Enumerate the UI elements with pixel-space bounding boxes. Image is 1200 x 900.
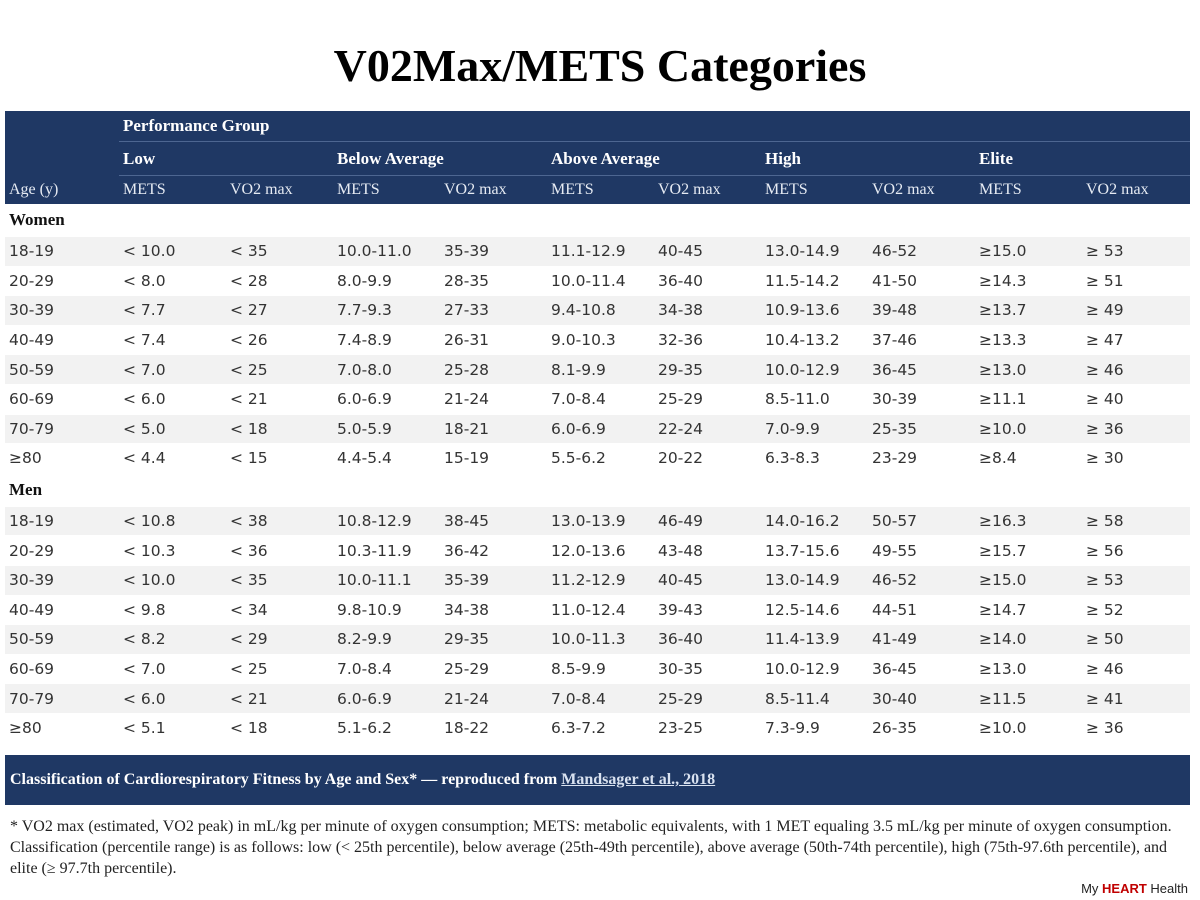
value-cell: 40-45 (654, 565, 761, 595)
value-cell: 36-45 (868, 654, 975, 684)
brand-suffix: Health (1146, 881, 1188, 896)
brand-logo (1081, 881, 1188, 896)
value-cell: 44-51 (868, 595, 975, 625)
value-cell: 23-29 (868, 444, 975, 474)
value-cell: 38-45 (440, 506, 547, 536)
value-cell: < 7.0 (119, 355, 226, 385)
value-cell: 7.0-9.9 (761, 414, 868, 444)
value-cell: < 25 (226, 654, 333, 684)
value-cell: 7.0-8.4 (547, 684, 654, 714)
value-cell: 12.0-13.6 (547, 536, 654, 566)
value-cell: 9.4-10.8 (547, 296, 654, 326)
value-cell: 41-49 (868, 625, 975, 655)
value-cell: ≥13.3 (975, 325, 1082, 355)
value-cell: 8.1-9.9 (547, 355, 654, 385)
value-cell: 22-24 (654, 414, 761, 444)
age-cell: 70-79 (5, 684, 119, 714)
column-header: VO2 max (440, 176, 547, 205)
value-cell: 6.3-7.2 (547, 713, 654, 743)
value-cell: 25-29 (654, 684, 761, 714)
value-cell: 8.5-11.4 (761, 684, 868, 714)
value-cell: 6.0-6.9 (333, 684, 440, 714)
performance-group-header: Performance Group (119, 111, 1190, 142)
brand-prefix: My (1081, 881, 1103, 896)
value-cell: ≥10.0 (975, 414, 1082, 444)
value-cell: 8.5-9.9 (547, 654, 654, 684)
value-cell: 13.7-15.6 (761, 536, 868, 566)
value-cell: 35-39 (440, 565, 547, 595)
column-header: METS (761, 176, 868, 205)
value-cell: 46-52 (868, 237, 975, 267)
column-header: METS (547, 176, 654, 205)
age-cell: 30-39 (5, 296, 119, 326)
value-cell: 7.3-9.9 (761, 713, 868, 743)
value-cell: ≥ 36 (1082, 713, 1190, 743)
value-cell: 13.0-13.9 (547, 506, 654, 536)
value-cell: 36-42 (440, 536, 547, 566)
fitness-categories-table (5, 111, 1190, 744)
value-cell: 34-38 (440, 595, 547, 625)
value-cell: 9.0-10.3 (547, 325, 654, 355)
value-cell: 10.0-11.4 (547, 266, 654, 296)
value-cell: 36-40 (654, 625, 761, 655)
value-cell: < 28 (226, 266, 333, 296)
group-header-below-average: Below Average (333, 142, 547, 176)
value-cell: 10.4-13.2 (761, 325, 868, 355)
value-cell: 11.5-14.2 (761, 266, 868, 296)
header-empty-cell (5, 142, 119, 176)
fitness-table-container (5, 111, 1190, 744)
value-cell: 11.0-12.4 (547, 595, 654, 625)
value-cell: 8.0-9.9 (333, 266, 440, 296)
value-cell: < 36 (226, 536, 333, 566)
value-cell: < 10.0 (119, 565, 226, 595)
value-cell: 8.2-9.9 (333, 625, 440, 655)
value-cell: 20-22 (654, 444, 761, 474)
value-cell: < 7.4 (119, 325, 226, 355)
value-cell: 43-48 (654, 536, 761, 566)
group-header-low: Low (119, 142, 333, 176)
value-cell: 29-35 (440, 625, 547, 655)
column-header: VO2 max (226, 176, 333, 205)
value-cell: < 35 (226, 565, 333, 595)
table-row (5, 684, 1190, 714)
age-cell: ≥80 (5, 713, 119, 743)
value-cell: ≥ 47 (1082, 325, 1190, 355)
age-column-header: Age (y) (5, 176, 119, 205)
value-cell: ≥14.7 (975, 595, 1082, 625)
value-cell: 30-40 (868, 684, 975, 714)
group-header-above-average: Above Average (547, 142, 761, 176)
value-cell: 7.0-8.0 (333, 355, 440, 385)
value-cell: ≥ 46 (1082, 654, 1190, 684)
value-cell: ≥ 53 (1082, 237, 1190, 267)
value-cell: < 21 (226, 384, 333, 414)
value-cell: < 6.0 (119, 384, 226, 414)
value-cell: 46-52 (868, 565, 975, 595)
value-cell: 27-33 (440, 296, 547, 326)
value-cell: ≥ 51 (1082, 266, 1190, 296)
brand-heart: HEART (1102, 881, 1147, 896)
age-cell: 20-29 (5, 266, 119, 296)
value-cell: 10.0-12.9 (761, 654, 868, 684)
value-cell: ≥11.1 (975, 384, 1082, 414)
footnote: * VO2 max (estimated, VO2 peak) in mL/kg per minute of oxygen consumption; METS: metabolic equivalents, with 1 MET equaling 3.5 mL/kg per minute of oxygen consumption. Classification (percentile range) is as follows: low (< 25th percentile), below average (25th-49th percentile), above average (50th-74th percentile), high (75th-97.6th percentile), and elite (≥ 97.7th percentile). (10, 818, 1172, 877)
value-cell: < 8.2 (119, 625, 226, 655)
table-row (5, 384, 1190, 414)
value-cell: ≥ 52 (1082, 595, 1190, 625)
value-cell: ≥15.0 (975, 237, 1082, 267)
value-cell: < 10.0 (119, 237, 226, 267)
value-cell: 7.0-8.4 (333, 654, 440, 684)
value-cell: 5.0-5.9 (333, 414, 440, 444)
value-cell: < 15 (226, 444, 333, 474)
value-cell: < 18 (226, 414, 333, 444)
section-label: Women (5, 204, 1190, 237)
value-cell: 6.0-6.9 (333, 384, 440, 414)
value-cell: 46-49 (654, 506, 761, 536)
value-cell: ≥ 49 (1082, 296, 1190, 326)
value-cell: ≥11.5 (975, 684, 1082, 714)
value-cell: 49-55 (868, 536, 975, 566)
age-cell: 20-29 (5, 536, 119, 566)
value-cell: 34-38 (654, 296, 761, 326)
value-cell: < 27 (226, 296, 333, 326)
value-cell: 11.4-13.9 (761, 625, 868, 655)
value-cell: 39-43 (654, 595, 761, 625)
value-cell: 25-29 (654, 384, 761, 414)
value-cell: 15-19 (440, 444, 547, 474)
table-row (5, 296, 1190, 326)
age-cell: 18-19 (5, 237, 119, 267)
value-cell: < 29 (226, 625, 333, 655)
value-cell: 18-21 (440, 414, 547, 444)
section-label: Men (5, 473, 1190, 506)
value-cell: 10.3-11.9 (333, 536, 440, 566)
value-cell: 13.0-14.9 (761, 237, 868, 267)
value-cell: 26-31 (440, 325, 547, 355)
age-cell: 50-59 (5, 625, 119, 655)
value-cell: ≥13.7 (975, 296, 1082, 326)
page-title: V02Max/METS Categories (333, 40, 867, 91)
value-cell: 8.5-11.0 (761, 384, 868, 414)
value-cell: < 25 (226, 355, 333, 385)
value-cell: 32-36 (654, 325, 761, 355)
age-cell: 50-59 (5, 355, 119, 385)
age-cell: ≥80 (5, 444, 119, 474)
value-cell: ≥14.0 (975, 625, 1082, 655)
column-header: METS (333, 176, 440, 205)
age-cell: 70-79 (5, 414, 119, 444)
age-cell: 60-69 (5, 654, 119, 684)
value-cell: < 6.0 (119, 684, 226, 714)
value-cell: ≥ 40 (1082, 384, 1190, 414)
value-cell: ≥14.3 (975, 266, 1082, 296)
age-cell: 40-49 (5, 325, 119, 355)
age-cell: 60-69 (5, 384, 119, 414)
value-cell: 5.5-6.2 (547, 444, 654, 474)
value-cell: 11.1-12.9 (547, 237, 654, 267)
value-cell: 25-28 (440, 355, 547, 385)
value-cell: ≥ 50 (1082, 625, 1190, 655)
value-cell: 12.5-14.6 (761, 595, 868, 625)
column-header: METS (975, 176, 1082, 205)
age-cell: 18-19 (5, 506, 119, 536)
value-cell: < 9.8 (119, 595, 226, 625)
value-cell: 40-45 (654, 237, 761, 267)
table-row (5, 654, 1190, 684)
value-cell: 18-22 (440, 713, 547, 743)
table-row (5, 565, 1190, 595)
table-row (5, 414, 1190, 444)
value-cell: 30-39 (868, 384, 975, 414)
value-cell: < 26 (226, 325, 333, 355)
value-cell: 39-48 (868, 296, 975, 326)
column-header: VO2 max (868, 176, 975, 205)
value-cell: ≥ 41 (1082, 684, 1190, 714)
value-cell: 50-57 (868, 506, 975, 536)
value-cell: ≥ 30 (1082, 444, 1190, 474)
value-cell: 21-24 (440, 384, 547, 414)
value-cell: 30-35 (654, 654, 761, 684)
value-cell: 25-29 (440, 654, 547, 684)
value-cell: ≥10.0 (975, 713, 1082, 743)
value-cell: 10.0-12.9 (761, 355, 868, 385)
group-header-elite: Elite (975, 142, 1190, 176)
value-cell: 7.4-8.9 (333, 325, 440, 355)
header-empty-cell (5, 111, 119, 142)
table-body (5, 204, 1190, 743)
table-row (5, 237, 1190, 267)
value-cell: ≥13.0 (975, 355, 1082, 385)
value-cell: 36-45 (868, 355, 975, 385)
value-cell: 5.1-6.2 (333, 713, 440, 743)
value-cell: 26-35 (868, 713, 975, 743)
column-header: METS (119, 176, 226, 205)
value-cell: < 34 (226, 595, 333, 625)
value-cell: ≥16.3 (975, 506, 1082, 536)
group-header-high: High (761, 142, 975, 176)
value-cell: 7.7-9.3 (333, 296, 440, 326)
value-cell: 10.0-11.1 (333, 565, 440, 595)
value-cell: ≥8.4 (975, 444, 1082, 474)
value-cell: 7.0-8.4 (547, 384, 654, 414)
value-cell: ≥15.0 (975, 565, 1082, 595)
value-cell: < 8.0 (119, 266, 226, 296)
table-row (5, 536, 1190, 566)
section-row-women (5, 204, 1190, 237)
value-cell: 10.9-13.6 (761, 296, 868, 326)
value-cell: 35-39 (440, 237, 547, 267)
value-cell: ≥ 53 (1082, 565, 1190, 595)
value-cell: 36-40 (654, 266, 761, 296)
value-cell: 9.8-10.9 (333, 595, 440, 625)
value-cell: 10.0-11.3 (547, 625, 654, 655)
table-row (5, 266, 1190, 296)
value-cell: < 5.1 (119, 713, 226, 743)
value-cell: 21-24 (440, 684, 547, 714)
value-cell: 11.2-12.9 (547, 565, 654, 595)
citation-link[interactable]: Mandsager et al., 2018 (561, 771, 716, 788)
table-row (5, 625, 1190, 655)
column-header: VO2 max (1082, 176, 1190, 205)
table-row (5, 325, 1190, 355)
age-cell: 30-39 (5, 565, 119, 595)
value-cell: ≥15.7 (975, 536, 1082, 566)
value-cell: 13.0-14.9 (761, 565, 868, 595)
value-cell: 4.4-5.4 (333, 444, 440, 474)
value-cell: 37-46 (868, 325, 975, 355)
value-cell: < 5.0 (119, 414, 226, 444)
value-cell: 14.0-16.2 (761, 506, 868, 536)
value-cell: ≥13.0 (975, 654, 1082, 684)
value-cell: 23-25 (654, 713, 761, 743)
value-cell: 6.0-6.9 (547, 414, 654, 444)
value-cell: 29-35 (654, 355, 761, 385)
value-cell: 10.8-12.9 (333, 506, 440, 536)
value-cell: 25-35 (868, 414, 975, 444)
value-cell: 6.3-8.3 (761, 444, 868, 474)
value-cell: ≥ 58 (1082, 506, 1190, 536)
value-cell: < 21 (226, 684, 333, 714)
column-header: VO2 max (654, 176, 761, 205)
value-cell: < 38 (226, 506, 333, 536)
table-header (5, 111, 1190, 204)
value-cell: ≥ 56 (1082, 536, 1190, 566)
value-cell: < 18 (226, 713, 333, 743)
value-cell: ≥ 46 (1082, 355, 1190, 385)
value-cell: < 10.3 (119, 536, 226, 566)
table-row (5, 713, 1190, 743)
table-row (5, 595, 1190, 625)
caption-text: Classification of Cardiorespiratory Fitness by Age and Sex* — reproduced from (10, 771, 562, 788)
value-cell: < 7.0 (119, 654, 226, 684)
value-cell: 41-50 (868, 266, 975, 296)
value-cell: 28-35 (440, 266, 547, 296)
value-cell: < 7.7 (119, 296, 226, 326)
value-cell: < 4.4 (119, 444, 226, 474)
section-row-men (5, 473, 1190, 506)
value-cell: ≥ 36 (1082, 414, 1190, 444)
table-row (5, 355, 1190, 385)
value-cell: < 35 (226, 237, 333, 267)
table-row (5, 506, 1190, 536)
value-cell: < 10.8 (119, 506, 226, 536)
value-cell: 10.0-11.0 (333, 237, 440, 267)
table-caption (5, 755, 1190, 805)
table-row (5, 444, 1190, 474)
age-cell: 40-49 (5, 595, 119, 625)
